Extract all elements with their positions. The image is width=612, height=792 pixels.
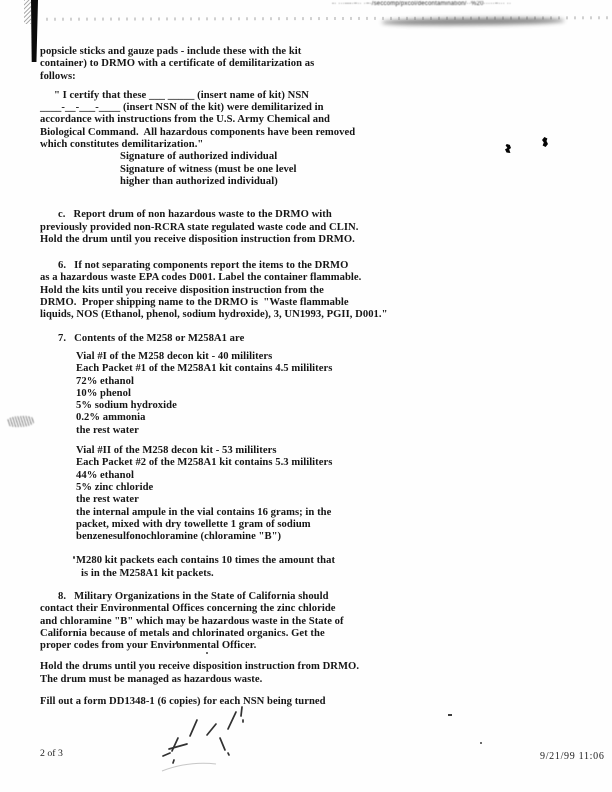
text-line: 5% zinc chloride (76, 481, 154, 493)
text-line: proper codes from your Environmental Officer. (40, 640, 257, 652)
text-line: Signature of witness (must be one level (120, 163, 297, 175)
text-line: popsicle sticks and gauze pads - include these with the kit (40, 46, 302, 57)
text-line: 10% phenol (76, 387, 131, 399)
text-line: accordance with instructions from the U.S. Army Chemical and (40, 114, 330, 126)
text-line: M280 kit packets each contains 10 times the amount that (76, 555, 336, 567)
text-line: higher than authorized individual) (120, 175, 278, 187)
left-margin-smudge (7, 415, 35, 427)
text-line: 0.2% ammonia (76, 412, 146, 424)
text-line: 44% ethanol (76, 469, 134, 481)
m280-note (76, 555, 460, 580)
text-line: container) to DRMO with a certificate of demilitarization as (40, 58, 315, 70)
text-line: Biological Command. All hazardous components have been removed (40, 126, 356, 138)
faint-pen-arc (162, 763, 216, 771)
text-line: Each Packet #2 of the M258A1 kit contains 5.3 mililiters (76, 457, 333, 469)
text-line: ____-__-___-____ (insert NSN of the kit) were demilitarized in (40, 102, 324, 114)
text-line: the internal ampule in the vial contains 16 grams; in the (76, 506, 332, 518)
text-line: Each Packet #1 of the M258A1 kit contains 4.5 mililiters (76, 363, 333, 375)
pen-scribble (160, 703, 280, 778)
text-line: c. Report drum of non hazardous waste to the DRMO with (58, 209, 332, 221)
timestamp-text: 9/21/99 11:0 (540, 751, 599, 762)
text-line: previously provided non-RCRA state regulated waste code and CLIN. (40, 221, 359, 233)
paragraph-item-7 (40, 333, 460, 345)
text-line: 6. If not separating components report the items to the DRMO (58, 260, 349, 272)
text-line: packet, mixed with dry towellette 1 gram of sodium (76, 518, 311, 530)
text-line: Fill out a form DD1348-1 (6 copies) for each NSN being turned (40, 696, 326, 708)
text-line: Vial #II of the M258 decon kit - 53 mililiters (76, 445, 277, 457)
paragraph-hold-drums (40, 661, 460, 686)
text-line: 72% ethanol (76, 375, 134, 387)
header-illegible-url-text: -· ···---·−·· ·−·/seccomp/pxcol/decontamination/··%20·····−··· ·· (332, 1, 512, 7)
text-line: California because of metals and chlorinated organics. Get the (40, 627, 325, 639)
text-line: 8. Military Organizations in the State of California should (58, 590, 329, 602)
text-line: DRMO. Proper shipping name to the DRMO is "Waste flammable (40, 297, 349, 309)
pen-dash (448, 714, 452, 716)
text-line: the rest water (76, 424, 139, 436)
paragraph-item-c (40, 209, 460, 246)
photocopy-edge-hatch (24, 0, 31, 24)
text-line: liquids, NOS (Ethanol, phenol, sodium hydroxide), 3, UN1993, PGII, D001." (40, 309, 388, 321)
pen-dot (480, 742, 482, 744)
text-line: 7. Contents of the M258 or M258A1 are (58, 332, 245, 344)
text-line: Hold the drums until you receive disposition instruction from DRMO. (40, 661, 360, 673)
ink-speck-1 (505, 144, 511, 153)
vial-1-contents-list (76, 351, 460, 437)
text-line: follows: (40, 70, 76, 82)
text-line: contact their Environmental Offices concerning the zinc chloride (40, 603, 336, 615)
document-text-column (40, 46, 460, 708)
text-line: and chloramine "B" which may be hazardous waste in the State of (40, 615, 344, 627)
text-line: which constitutes demilitarization." (40, 139, 204, 151)
paragraph-fill-form (40, 696, 460, 708)
print-timestamp (540, 751, 612, 762)
text-line: benzenesulfonochloramine (chloramine "B") (76, 531, 282, 543)
vial-2-contents-list (76, 445, 460, 543)
text-line: The drum must be managed as hazardous waste. (40, 673, 263, 685)
timestamp-clipped-glyph: 6 (598, 751, 605, 762)
text-line: Hold the kits until you receive disposition instruction from the (40, 284, 324, 296)
text-line: is in the M258A1 kit packets. (81, 567, 214, 579)
page-number: 2 of 3 (40, 748, 63, 759)
paragraph-item-8 (40, 591, 460, 652)
certification-quote (40, 90, 460, 151)
text-line: Signature of authorized individual (120, 151, 278, 163)
text-line: as a hazardous waste EPA codes D001. Label the container flammable. (40, 272, 362, 284)
photocopy-edge-artifact (31, 0, 38, 62)
text-line: 5% sodium hydroxide (76, 400, 177, 412)
signature-block (120, 151, 460, 188)
ink-speck-2 (542, 137, 548, 147)
text-line: Hold the drum until you receive disposition instruction from DRMO. (40, 233, 355, 245)
paragraph-item-6 (40, 260, 460, 321)
text-line: the rest water (76, 494, 139, 506)
text-line: Vial #I of the M258 decon kit - 40 mililiters (76, 350, 273, 362)
text-line: " I certify that these ___ _____ (insert name of kit) NSN (54, 89, 309, 101)
paragraph-intro (40, 46, 460, 83)
